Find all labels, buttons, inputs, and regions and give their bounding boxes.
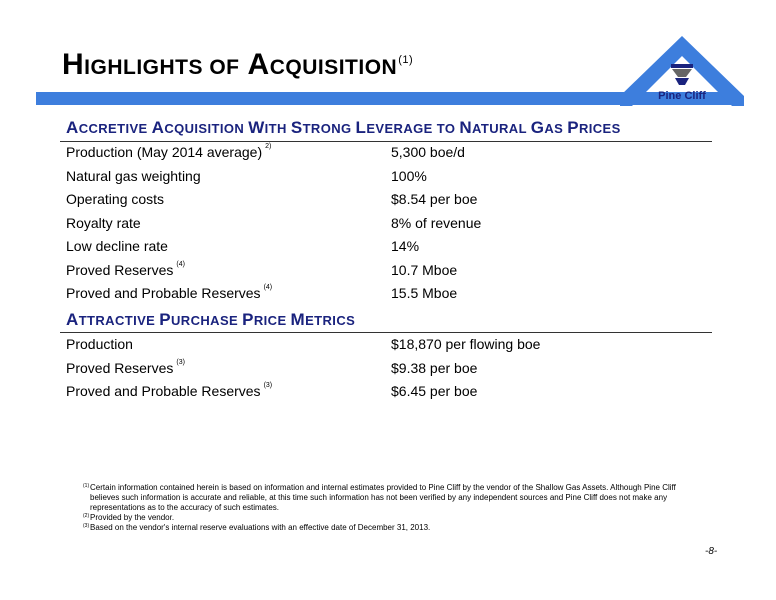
row-label bbox=[66, 360, 185, 376]
table-row bbox=[66, 360, 712, 383]
footnotes bbox=[83, 483, 683, 533]
row-label bbox=[66, 383, 272, 399]
footnote-ref: (1) bbox=[83, 483, 90, 489]
row-value: $9.38 per boe bbox=[391, 359, 478, 376]
row-value: $8.54 per boe bbox=[391, 191, 478, 207]
table-row bbox=[66, 336, 712, 359]
heading-word-initial: A bbox=[66, 310, 79, 329]
heading-word-rest: RICES bbox=[578, 121, 621, 136]
section-heading-purchase-metrics bbox=[66, 310, 355, 330]
row-footnote-ref: (3) bbox=[176, 358, 185, 366]
table-row bbox=[66, 262, 712, 285]
row-label bbox=[66, 168, 201, 184]
row-value: 5,300 boe/d bbox=[391, 144, 465, 160]
section-heading-accretive bbox=[66, 118, 621, 138]
row-label-text: Proved and Probable Reserves bbox=[66, 285, 261, 301]
row-value: 10.7 Mboe bbox=[391, 261, 458, 278]
row-footnote-ref: 2) bbox=[265, 143, 272, 150]
heading-word-rest: TO bbox=[436, 121, 456, 136]
table-row bbox=[66, 285, 712, 308]
heading-word-initial: N bbox=[459, 118, 473, 137]
row-value: $18,870 per flowing boe bbox=[391, 336, 541, 352]
row-footnote-ref: (4) bbox=[263, 284, 273, 291]
table-row bbox=[66, 238, 712, 261]
logo-text: Pine Cliff bbox=[658, 90, 706, 102]
row-label-text: Royalty rate bbox=[66, 214, 141, 231]
heading-word bbox=[248, 118, 287, 137]
table-row bbox=[66, 191, 712, 214]
row-value: 8% of revenue bbox=[391, 214, 482, 231]
heading-word-initial: W bbox=[248, 118, 265, 137]
heading-word bbox=[151, 118, 245, 137]
heading-word-rest: URCHASE bbox=[171, 313, 239, 328]
heading-word-initial: A bbox=[66, 118, 79, 137]
heading-word-rest: CQUISITION bbox=[164, 121, 245, 136]
row-value: 14% bbox=[391, 238, 420, 254]
title-footnote-ref: (1) bbox=[398, 54, 414, 66]
footnote-text: Based on the vendor's internal reserve evaluations with an effective date of December 31, 2013. bbox=[90, 523, 431, 532]
row-value: 15.5 Mboe bbox=[391, 285, 458, 301]
row-label bbox=[66, 144, 271, 160]
table-row bbox=[66, 215, 712, 238]
row-label-text: Production bbox=[66, 336, 133, 352]
section-rule-accretive bbox=[60, 141, 712, 142]
heading-word-rest: RICE bbox=[253, 313, 287, 328]
heading-word-initial: L bbox=[355, 118, 367, 137]
title-initial-1: H bbox=[62, 48, 85, 81]
logo-emblem bbox=[671, 64, 693, 85]
footnote bbox=[83, 513, 683, 523]
title-rest-2: CQUISITION bbox=[269, 56, 398, 79]
row-label-text: Proved and Probable Reserves bbox=[66, 383, 261, 399]
footnote-ref: (3) bbox=[83, 523, 90, 529]
row-label bbox=[66, 336, 133, 352]
heading-word-initial: G bbox=[530, 118, 545, 137]
heading-word-rest: ETRICS bbox=[305, 313, 356, 328]
heading-word-initial: M bbox=[290, 310, 306, 329]
heading-word bbox=[567, 118, 621, 137]
title-initial-2: A bbox=[247, 48, 270, 81]
heading-word-rest: CCRETIVE bbox=[78, 121, 148, 136]
heading-word-initial: P bbox=[567, 118, 579, 137]
title-rest-1: IGHLIGHTS OF bbox=[84, 56, 240, 79]
footnote bbox=[83, 483, 683, 513]
row-footnote-ref: (3) bbox=[263, 382, 273, 389]
heading-word-initial: P bbox=[159, 310, 171, 329]
heading-word-rest: TTRACTIVE bbox=[78, 313, 156, 328]
footnote-ref: (2) bbox=[83, 513, 90, 519]
heading-word bbox=[530, 118, 564, 137]
table-row bbox=[66, 168, 712, 191]
row-label-text: Natural gas weighting bbox=[66, 167, 201, 184]
heading-word-initial: A bbox=[151, 118, 165, 137]
heading-word bbox=[459, 118, 527, 137]
heading-word bbox=[242, 310, 287, 329]
heading-word bbox=[355, 118, 433, 137]
row-label bbox=[66, 215, 141, 231]
heading-word bbox=[437, 121, 456, 136]
row-label-text: Proved Reserves bbox=[66, 359, 174, 376]
table-row bbox=[66, 144, 712, 167]
pine-cliff-logo bbox=[620, 36, 744, 106]
footnote-text: Certain information contained herein is based on information and internal estimates provided to Pine Cliff by the vendor of the Shallow Gas Assets. Although Pine Cliff believes such information is accurate and reliable, at this time such information has not been verified by any independent sources and Pine Cliff does not make any representations as to the accuracy of such estimates. bbox=[90, 483, 676, 512]
heading-word-initial: S bbox=[290, 118, 303, 137]
row-label-text: Operating costs bbox=[66, 191, 165, 207]
row-footnote-ref: (4) bbox=[176, 260, 185, 268]
page-title bbox=[62, 48, 413, 82]
row-value: 100% bbox=[391, 167, 427, 184]
row-label bbox=[66, 191, 164, 207]
heading-word-initial: P bbox=[242, 310, 254, 329]
heading-word-rest: TRONG bbox=[302, 121, 352, 136]
heading-word bbox=[66, 310, 156, 329]
row-label-text: Production (May 2014 average) bbox=[66, 144, 263, 160]
row-label bbox=[66, 238, 168, 254]
heading-word bbox=[159, 310, 239, 329]
heading-word-rest: AS bbox=[544, 121, 564, 136]
row-label bbox=[66, 285, 272, 301]
heading-word-rest: EVERAGE bbox=[366, 121, 433, 136]
heading-word-rest: ATURAL bbox=[472, 121, 527, 136]
page-number: -8- bbox=[705, 546, 718, 557]
heading-word bbox=[290, 118, 352, 137]
footnote-text: Provided by the vendor. bbox=[90, 513, 175, 522]
heading-word-rest: ITH bbox=[264, 121, 287, 136]
heading-word bbox=[66, 118, 148, 137]
table-row bbox=[66, 383, 712, 406]
heading-word bbox=[290, 310, 356, 329]
row-label-text: Low decline rate bbox=[66, 238, 168, 254]
footnote bbox=[83, 523, 683, 533]
row-label-text: Proved Reserves bbox=[66, 261, 174, 278]
row-label bbox=[66, 262, 185, 278]
row-value: $6.45 per boe bbox=[391, 383, 478, 399]
section-rule-purchase-metrics bbox=[60, 332, 712, 333]
